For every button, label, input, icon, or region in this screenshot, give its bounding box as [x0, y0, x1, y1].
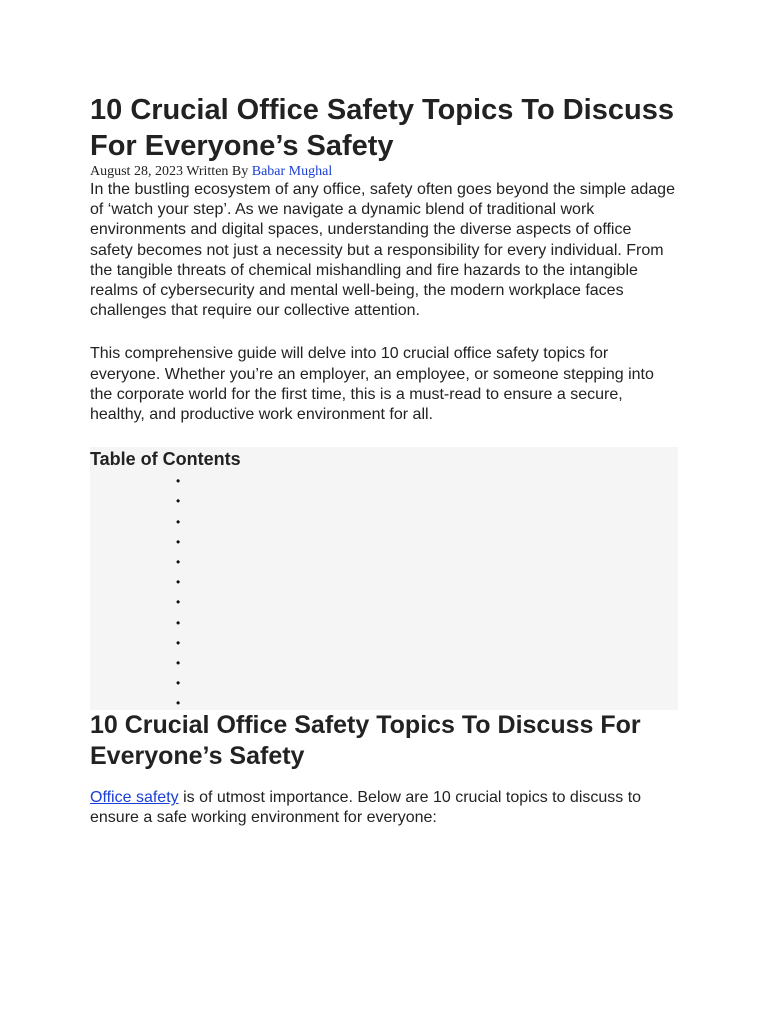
toc-item[interactable]: •	[176, 696, 181, 711]
intro-paragraph-2: This comprehensive guide will delve into 10 crucial office safety topics for everyone. Whether you’re an employer, an employee, or someone stepping into the corporate world for the first time, this is a must-read to ensure a secure, healthy, and productive work environment for all.	[90, 345, 654, 424]
toc-item[interactable]: •	[176, 635, 181, 650]
toc-list	[176, 471, 180, 713]
toc-item[interactable]: •	[176, 534, 181, 549]
toc-item[interactable]: •	[176, 474, 181, 489]
table-of-contents	[90, 447, 678, 710]
written-by-label: Written By	[186, 164, 249, 179]
section-intro	[90, 788, 678, 828]
author-link[interactable]: Babar Mughal	[251, 164, 333, 179]
intro-paragraph-1: In the bustling ecosystem of any office, safety often goes beyond the simple adage of ‘watch your step’. As we navigate a dynamic blend of traditional work environments and digital spaces, understanding the diverse aspects of office safety becomes not just a necessity but a responsibility for every individual. From the tangible threats of chemical mishandling and fire hazards to the intangible realms of cybersecurity and mental well-being, the modern workplace faces challenges that require our collective attention.	[90, 181, 675, 320]
section-intro-text: is of utmost importance. Below are 10 crucial topics to discuss to ensure a safe working environment for everyone:	[90, 789, 642, 827]
toc-item[interactable]: •	[176, 494, 181, 509]
toc-item[interactable]: •	[176, 615, 181, 630]
article-title: 10 Crucial Office Safety Topics To Discuss For Everyone’s Safety	[90, 94, 674, 162]
toc-item[interactable]: •	[176, 655, 181, 670]
toc-item[interactable]: •	[176, 554, 181, 569]
toc-item[interactable]: •	[176, 676, 181, 691]
section-heading: 10 Crucial Office Safety Topics To Discuss For Everyone’s Safety	[90, 711, 641, 771]
toc-item[interactable]: •	[176, 575, 181, 590]
toc-item[interactable]: •	[176, 514, 181, 529]
publish-date: August 28, 2023	[90, 164, 183, 179]
article-meta	[90, 164, 678, 180]
toc-title: Table of Contents	[90, 449, 241, 470]
toc-item[interactable]: •	[176, 595, 181, 610]
office-safety-link[interactable]: Office safety	[90, 789, 179, 807]
